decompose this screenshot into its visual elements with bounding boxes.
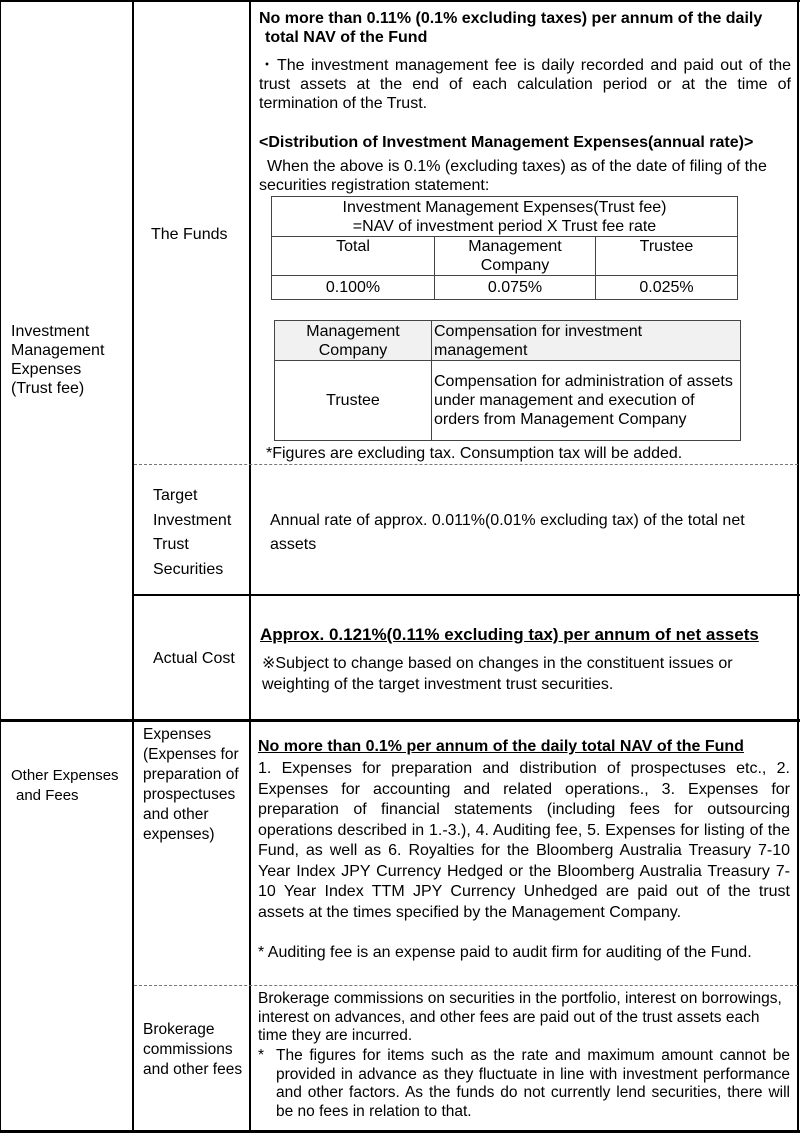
- expenses-headline: No more than 0.1% per annum of the daily total NAV of the Fund: [258, 738, 744, 755]
- label-line: Investment: [153, 511, 232, 529]
- label-line: Investment: [11, 323, 90, 340]
- expenses-label: Expenses (Expenses for preparation of prospectuses and other expenses): [143, 726, 239, 843]
- table-divider-2: [249, 0, 251, 1133]
- actual-cost-headline: Approx. 0.121%(0.11% excluding tax) per annum of net assets: [260, 625, 759, 644]
- investment-section-label: [11, 322, 131, 398]
- section-divider: [0, 719, 800, 722]
- fee-table-cell: 0.075%: [435, 276, 596, 300]
- label-line: Securities: [153, 560, 224, 578]
- comp-table-party: Management Company: [275, 321, 432, 361]
- other-section-label: [11, 766, 133, 806]
- funds-label: The Funds: [151, 226, 228, 243]
- table-border-left: [0, 0, 1, 1133]
- funds-headline-line-2: total NAV of the Fund: [265, 29, 428, 46]
- fee-table-cell: 0.025%: [596, 276, 738, 300]
- label-line: (Trust fee): [11, 380, 85, 397]
- fee-table-header: Trustee: [596, 237, 738, 276]
- dashed-divider-1: [134, 464, 798, 465]
- label-line: Expenses: [11, 361, 82, 378]
- table-border-top: [0, 0, 800, 2]
- table-divider-1: [132, 0, 134, 1133]
- fee-table-title-line-2: =NAV of investment period X Trust fee rate: [352, 217, 657, 235]
- comp-table-desc: Compensation for investment management: [432, 321, 741, 361]
- row-divider-actual: [134, 594, 800, 596]
- fee-table-title-line-1: Investment Management Expenses(Trust fee): [342, 198, 667, 216]
- funds-headline: [259, 9, 794, 47]
- comp-table-desc: Compensation for administration of assets under management and execution of orders from Management Company: [432, 361, 741, 441]
- brokerage-label: Brokerage commissions and other fees: [143, 1021, 243, 1078]
- comp-table-party: Trustee: [275, 361, 432, 441]
- fee-table-title: [272, 197, 738, 237]
- label-line: and Fees: [16, 787, 79, 804]
- brokerage-text: Brokerage commissions on securities in the portfolio, interest on borrowings, interest on advances, and other fees are paid out of the trust assets each time they are incurred.: [258, 990, 782, 1044]
- actual-cost-label: Actual Cost: [153, 650, 235, 667]
- target-text: Annual rate of approx. 0.011%(0.01% excluding tax) of the total net assets: [270, 512, 745, 553]
- compensation-table: [274, 320, 741, 441]
- fee-table-header: Management Company: [435, 237, 596, 276]
- expenses-text: 1. Expenses for preparation and distribution of prospectuses etc., 2. Expenses for accounting and related operations., 3. Expenses for preparation of financial statements (including fees for outsourcing operations described in 1.-3.), 4. Auditing fee, 5. Expenses for listing of the Fund, as well as 6. Royalties for the Bloomberg Australia Treasury 7-10 Year Index JPY Currency Hedged or the Bloomberg Australia Treasury 7-10 Year Index TTM JPY Currency Unhedged are paid out of the trust assets at the times specified by the Management Company.: [258, 760, 790, 921]
- label-line: Other Expenses: [11, 767, 119, 784]
- fee-table-cell: 0.100%: [272, 276, 435, 300]
- label-line: Trust: [153, 536, 189, 553]
- fee-table-header: Total: [272, 237, 435, 276]
- label-line: Management: [11, 342, 105, 359]
- distribution-title: <Distribution of Investment Management Expenses(annual rate)>: [259, 134, 754, 151]
- table-border-right: [797, 0, 799, 1133]
- funds-note: ・The investment management fee is daily recorded and paid out of the trust assets at the end of each calculation period or at the time of termination of the Trust.: [259, 57, 791, 112]
- expenses-note: * Auditing fee is an expense paid to audit firm for auditing of the Fund.: [258, 944, 752, 961]
- actual-cost-text: ※Subject to change based on changes in the constituent issues or weighting of the target investment trust securities.: [262, 655, 733, 693]
- label-line: Target: [153, 487, 198, 504]
- distribution-text: When the above is 0.1% (excluding taxes) as of the date of filing of the securities registration statement:: [259, 158, 767, 194]
- target-label: [153, 484, 231, 582]
- funds-footnote: *Figures are excluding tax. Consumption tax will be added.: [266, 445, 683, 462]
- brokerage-note-mark: *: [258, 1047, 265, 1064]
- fee-table: [271, 196, 738, 300]
- dashed-divider-2: [134, 985, 798, 986]
- brokerage-note: The figures for items such as the rate and maximum amount cannot be provided in advance as they fluctuate in line with investment performance and other factors. As the funds do not currently lend securities, there will be no fees in relation to that.: [276, 1047, 790, 1120]
- funds-headline-line-1: No more than 0.11% (0.1% excluding taxes) per annum of the daily: [259, 10, 763, 27]
